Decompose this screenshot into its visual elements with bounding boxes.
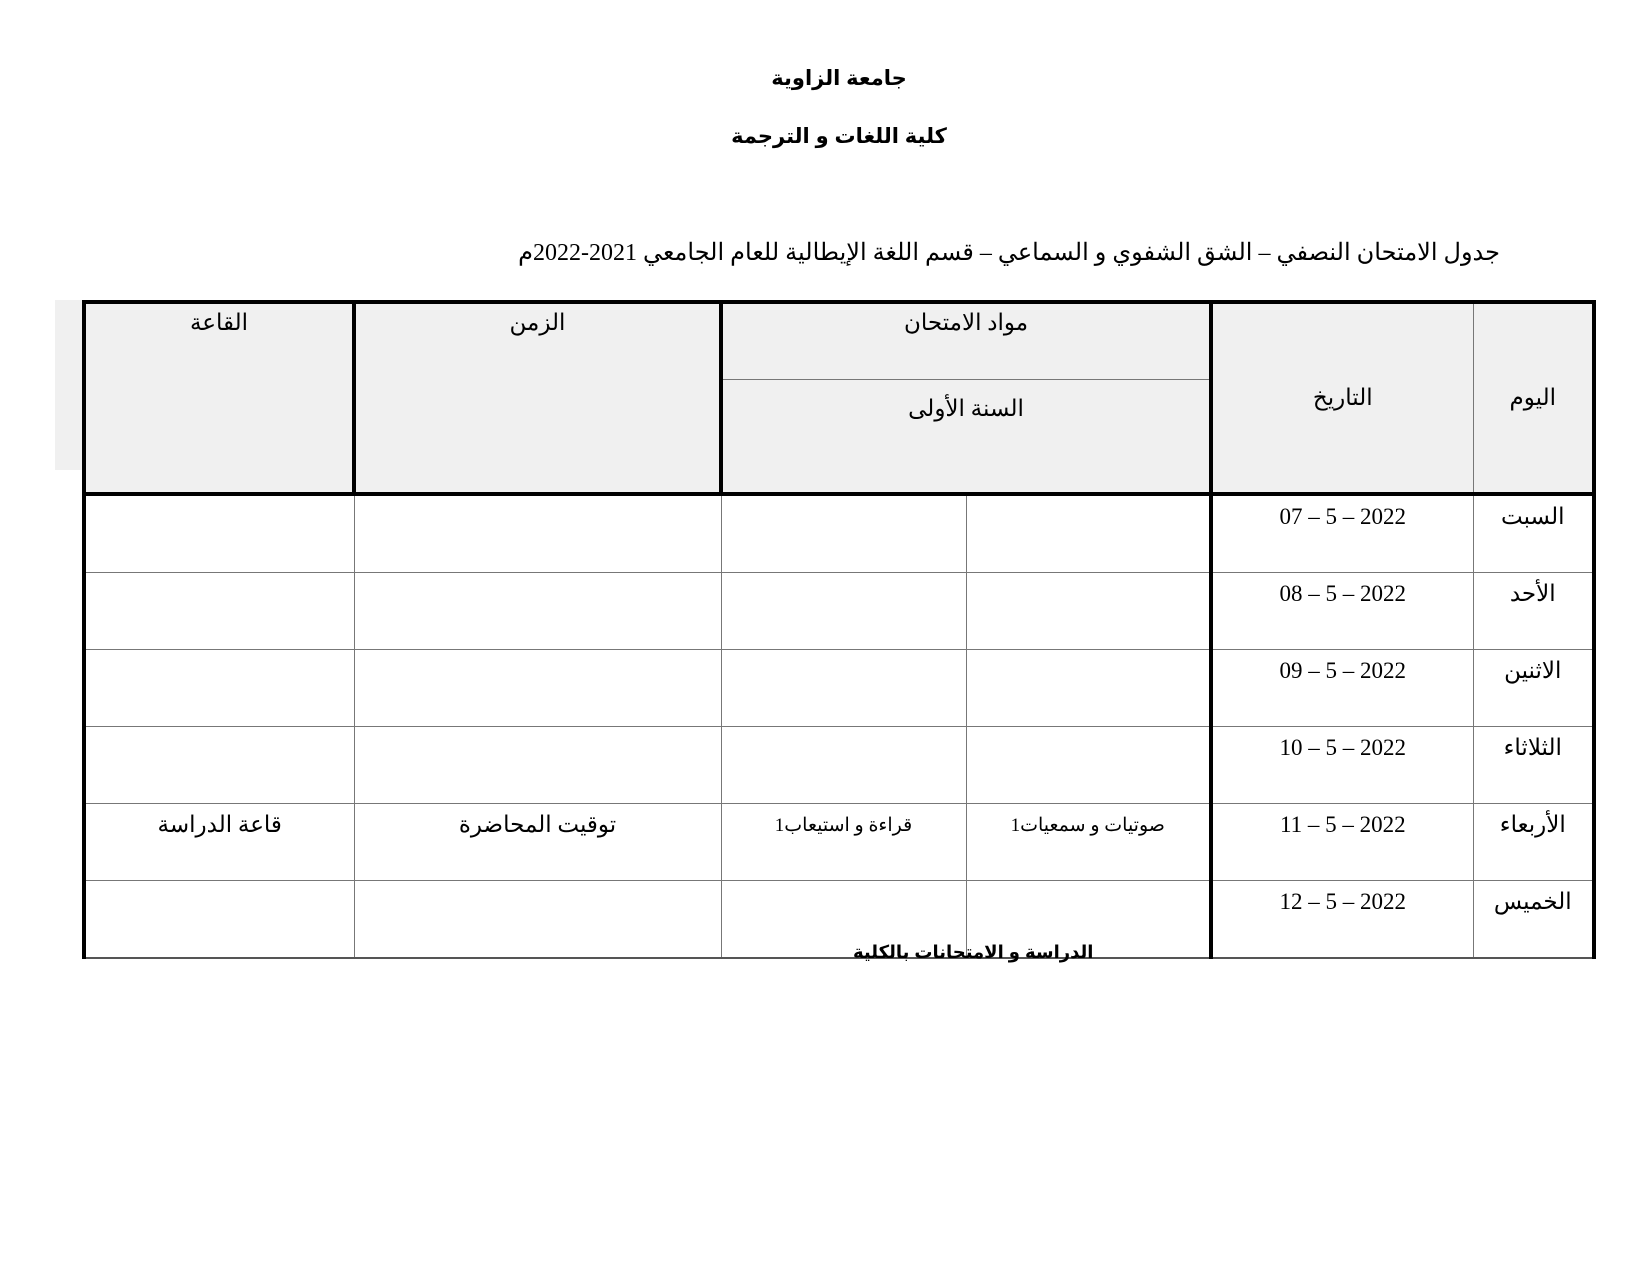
cell-date: 2022 – 5 – 09 xyxy=(1211,650,1473,727)
cell-day: الثلاثاء xyxy=(1473,727,1594,804)
cell-subject-2 xyxy=(721,573,966,650)
faculty-name: كلية اللغات و الترجمة xyxy=(731,125,947,148)
header-day: اليوم xyxy=(1473,302,1594,494)
cell-subject-1 xyxy=(966,494,1211,573)
cell-time xyxy=(354,650,721,727)
cell-subject-2 xyxy=(721,494,966,573)
cell-time xyxy=(354,573,721,650)
cell-subject-1: صوتيات و سمعيات1 xyxy=(966,804,1211,881)
table-row xyxy=(84,727,1594,804)
table-row xyxy=(84,804,1594,881)
cell-day: الاثنين xyxy=(1473,650,1594,727)
exam-schedule-table xyxy=(82,300,1596,959)
table-row xyxy=(84,650,1594,727)
cell-date: 2022 – 5 – 11 xyxy=(1211,804,1473,881)
header-subjects: مواد الامتحان xyxy=(721,302,1211,380)
schedule-title: جدول الامتحان النصفي – الشق الشفوي و السماعي – قسم اللغة الإيطالية للعام الجامعي 2021-2022م xyxy=(518,240,1500,266)
cell-subject-1 xyxy=(966,727,1211,804)
header-time: الزمن xyxy=(354,302,721,494)
cell-subject-2: قراءة و استيعاب1 xyxy=(721,804,966,881)
university-name: جامعة الزاوية xyxy=(771,67,907,90)
header-hall: القاعة xyxy=(84,302,354,494)
cell-time xyxy=(354,494,721,573)
cell-time xyxy=(354,881,721,959)
footer-department: الدراسة و الامتحانات بالكلية xyxy=(853,942,1094,962)
cell-day: الأربعاء xyxy=(1473,804,1594,881)
cell-day: السبت xyxy=(1473,494,1594,573)
cell-subject-1 xyxy=(966,650,1211,727)
cell-subject-2 xyxy=(721,650,966,727)
header-date: التاريخ xyxy=(1211,302,1473,494)
cell-day: الخميس xyxy=(1473,881,1594,959)
header-first-year: السنة الأولى xyxy=(721,380,1211,495)
cell-hall xyxy=(84,573,354,650)
cell-date: 2022 – 5 – 10 xyxy=(1211,727,1473,804)
cell-day: الأحد xyxy=(1473,573,1594,650)
cell-date: 2022 – 5 – 12 xyxy=(1211,881,1473,959)
cell-date: 2022 – 5 – 07 xyxy=(1211,494,1473,573)
cell-date: 2022 – 5 – 08 xyxy=(1211,573,1473,650)
cell-time: توقيت المحاضرة xyxy=(354,804,721,881)
cell-time xyxy=(354,727,721,804)
table-row xyxy=(84,494,1594,573)
table-row xyxy=(84,881,1594,959)
cell-hall xyxy=(84,881,354,959)
table-header-row xyxy=(84,302,1594,380)
table-row xyxy=(84,573,1594,650)
cell-subject-2 xyxy=(721,727,966,804)
cell-hall xyxy=(84,727,354,804)
cell-subject-1 xyxy=(966,573,1211,650)
cell-hall xyxy=(84,650,354,727)
cell-hall: قاعة الدراسة xyxy=(84,804,354,881)
cell-hall xyxy=(84,494,354,573)
